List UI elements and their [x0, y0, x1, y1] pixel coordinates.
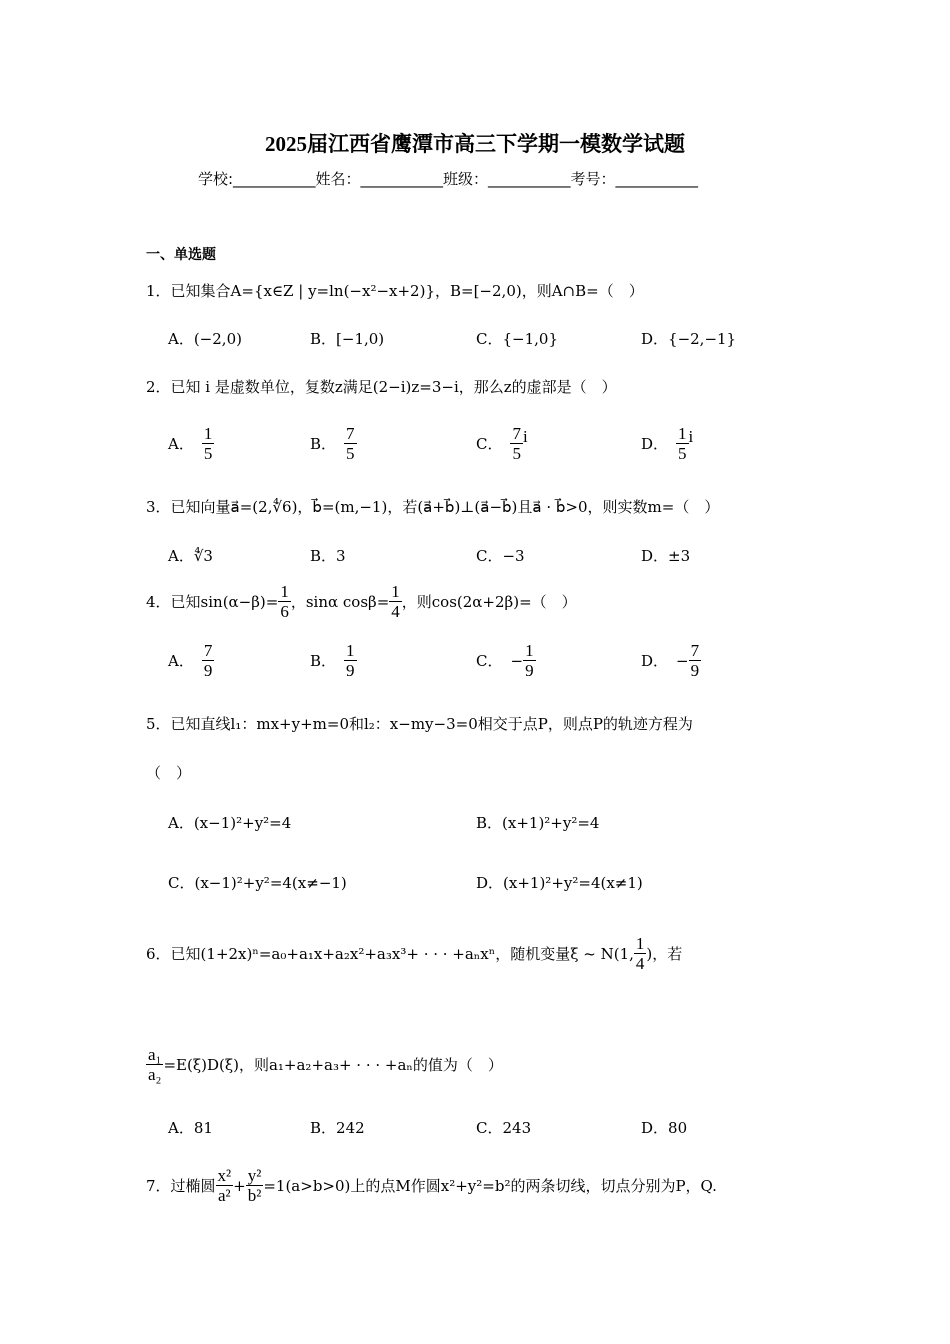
numerator: x²	[217, 1166, 232, 1185]
numerator: 1	[678, 424, 687, 443]
q2-option-a	[168, 424, 214, 463]
fraction	[510, 424, 523, 463]
numerator: 1	[203, 424, 213, 443]
numerator: a₁	[148, 1045, 162, 1064]
numerator: 7	[690, 641, 700, 660]
q3-option-a: A．∜3	[168, 547, 213, 565]
suffix: i	[688, 426, 694, 446]
numerator: 1	[391, 582, 400, 601]
fraction	[389, 582, 402, 621]
denominator: a₂	[148, 1065, 162, 1084]
q2-option-b	[310, 424, 357, 463]
fraction	[216, 1166, 234, 1205]
sign: −	[510, 651, 524, 670]
numerator: 7	[203, 641, 213, 660]
option-label: D．	[641, 435, 669, 453]
fraction	[634, 934, 647, 973]
denominator: 5	[678, 444, 687, 463]
denominator: 5	[203, 444, 213, 463]
fraction	[146, 1045, 163, 1084]
q3-option-b: B．3	[310, 547, 346, 565]
page-title: 2025届江西省鹰潭市高三下学期一模数学试题	[265, 132, 685, 156]
fraction	[523, 641, 536, 680]
denominator: 5	[512, 444, 521, 463]
fraction	[344, 641, 357, 680]
numerator: 1	[525, 641, 534, 660]
q6-option-a: A．81	[168, 1119, 213, 1137]
denominator: 9	[346, 661, 355, 680]
stem-part: 7．过椭圆	[146, 1177, 216, 1195]
fraction	[689, 641, 702, 680]
q5-option-c: C．(x−1)²+y²=4(x≠−1)	[168, 874, 347, 892]
question-6-continuation	[146, 1045, 503, 1084]
option-label: D．	[641, 652, 669, 670]
fraction	[202, 424, 215, 463]
numerator: y²	[247, 1166, 262, 1185]
option-label: C．	[476, 652, 503, 670]
denominator: 6	[280, 602, 289, 621]
fraction	[202, 641, 215, 680]
q5-option-b: B．(x+1)²+y²=4	[476, 814, 600, 832]
plus-sign: +	[233, 1176, 246, 1195]
sign: −	[676, 651, 689, 670]
stem-part: 4．已知sin(α−β)=	[146, 593, 279, 611]
question-5-answer-paren: （ ）	[146, 764, 192, 782]
question-7-stem	[146, 1166, 717, 1205]
question-3-stem: 3．已知向量a⃗=(2,∜6)，b⃗=(m,−1)，若(a⃗+b⃗)⊥(a⃗−b⃗)且a⃗ · b⃗>0，则实数m=（ ）	[146, 498, 720, 516]
student-info-line: 学校:___________姓名：___________班级：___________考号：___________	[198, 170, 699, 188]
q6-option-c: C．243	[476, 1119, 532, 1137]
option-label: A．	[168, 435, 194, 453]
question-6-stem	[146, 934, 682, 973]
q1-option-b: B．[−1,0)	[310, 330, 385, 348]
denominator: 4	[391, 602, 400, 621]
section-heading: 一、单选题	[146, 247, 216, 263]
denominator: 9	[690, 661, 700, 680]
stem-part: ，sinα cosβ=	[290, 593, 390, 611]
denominator: 9	[203, 661, 213, 680]
q4-option-b	[310, 641, 357, 680]
denominator: 5	[346, 444, 355, 463]
numerator: 7	[512, 424, 521, 443]
fraction	[246, 1166, 264, 1205]
q2-option-c	[476, 424, 528, 463]
suffix: i	[522, 426, 528, 446]
stem-part: )，若	[646, 945, 683, 963]
question-1-stem: 1．已知集合A={x∈Z | y=ln(−x²−x+2)}，B=[−2,0)，则A∩B=（ ）	[146, 282, 644, 300]
denominator: b²	[247, 1186, 262, 1205]
q1-option-a: A．(−2,0)	[168, 330, 242, 348]
numerator: 1	[635, 934, 645, 953]
q4-option-a	[168, 641, 214, 680]
q6-option-b: B．242	[310, 1119, 365, 1137]
q1-option-c: C．{−1,0}	[476, 330, 558, 348]
option-label: A．	[168, 652, 194, 670]
numerator: 7	[346, 424, 355, 443]
q2-option-d	[641, 424, 693, 463]
numerator: 1	[280, 582, 289, 601]
question-4-stem	[146, 582, 577, 621]
option-label: C．	[476, 435, 503, 453]
stem-part: 6．已知(1+2x)ⁿ=a₀+a₁x+a₂x²+a₃x³+ · · · +aₙxⁿ，随机变量ξ ~ N(1,	[146, 945, 634, 963]
q4-option-d	[641, 641, 701, 680]
q5-option-d: D．(x+1)²+y²=4(x≠1)	[476, 874, 643, 892]
stem-part: ，则cos(2α+2β)=（ ）	[401, 593, 577, 611]
denominator: 4	[635, 954, 645, 973]
denominator: 9	[525, 661, 534, 680]
numerator: 1	[346, 641, 355, 660]
stem-part: =E(ξ)D(ξ)，则a₁+a₂+a₃+ · · · +aₙ的值为（ ）	[163, 1056, 503, 1074]
q6-option-d: D．80	[641, 1119, 688, 1137]
question-5-stem: 5．已知直线l₁：mx+y+m=0和l₂：x−my−3=0相交于点P，则点P的轨迹方程为	[146, 715, 693, 733]
question-2-stem: 2．已知 i 是虚数单位，复数z满足(2−i)z=3−i，那么z的虚部是（ ）	[146, 378, 617, 396]
denominator: a²	[218, 1186, 231, 1205]
option-label: B．	[310, 435, 337, 453]
fraction	[676, 424, 689, 463]
stem-part: =1(a>b>0)上的点M作圆x²+y²=b²的两条切线，切点分别为P，Q.	[263, 1177, 717, 1195]
option-label: B．	[310, 652, 337, 670]
q5-option-a: A．(x−1)²+y²=4	[168, 814, 292, 832]
fraction	[278, 582, 291, 621]
q4-option-c	[476, 641, 536, 680]
fraction	[344, 424, 357, 463]
q1-option-d: D．{−2,−1}	[641, 330, 737, 348]
q3-option-d: D．±3	[641, 547, 691, 565]
q3-option-c: C．−3	[476, 547, 525, 565]
